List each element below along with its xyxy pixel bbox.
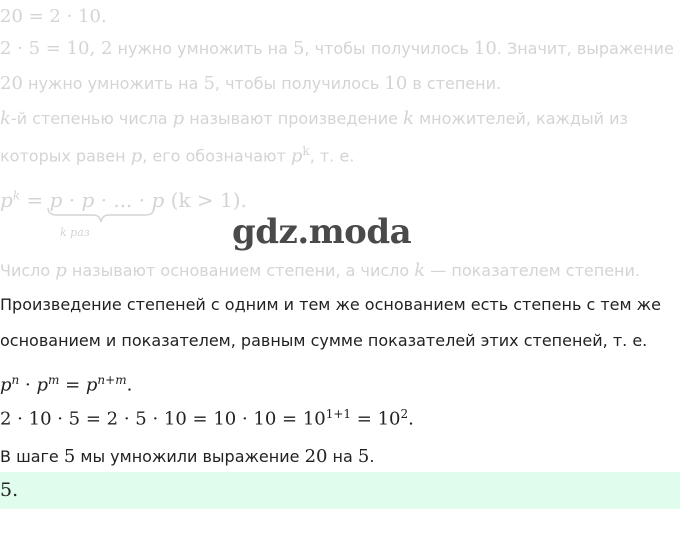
answer-value: 5. — [0, 479, 19, 501]
formula-computation: $2 \cdot 10 \cdot 5 = 2 \cdot 5 \cdot 10 = 10 \cdot 10 = 10^{1+1} = 10^2$. — [0, 407, 414, 430]
formula-powers: $p^n \cdot p^m = p^{n+m}$. — [0, 373, 133, 396]
rule-line-1: Произведение степеней с одним и тем же основанием есть степень с тем же — [0, 295, 661, 314]
step-note: В шаге 5 мы умножили выражение 20 на 5. — [0, 446, 375, 467]
faded-line-7: Число p называют основанием степени, а число k — показателем степени. — [0, 260, 640, 281]
faded-line-1 — [0, 6, 107, 27]
underbrace-label: k раз — [60, 226, 90, 239]
faded-line-4: k-й степенью числа p называют произведение k множителей, каждый из — [0, 108, 628, 129]
faded-formula: $p^k = p \cdot p$ · ... · p (k > 1). — [0, 188, 247, 212]
faded-line-5: которых равен p, его обозначают $p^k$, т. е. — [0, 144, 355, 167]
faded-line-3: 20 нужно умножить на 5, чтобы получилось 10 в степени. — [0, 73, 502, 94]
faded-line-2: 2 · 5 = 10, 2 нужно умножить на 5, чтобы получилось 10. Значит, выражение — [0, 38, 674, 59]
faded-equation: 20 = 2 · 10. — [0, 6, 107, 27]
rule-line-2: основанием и показателем, равным сумме показателей этих степеней, т. е. — [0, 331, 648, 350]
underbrace-icon — [47, 206, 155, 224]
watermark-logo: gdz.moda — [232, 212, 412, 252]
answer-highlight — [0, 472, 680, 509]
